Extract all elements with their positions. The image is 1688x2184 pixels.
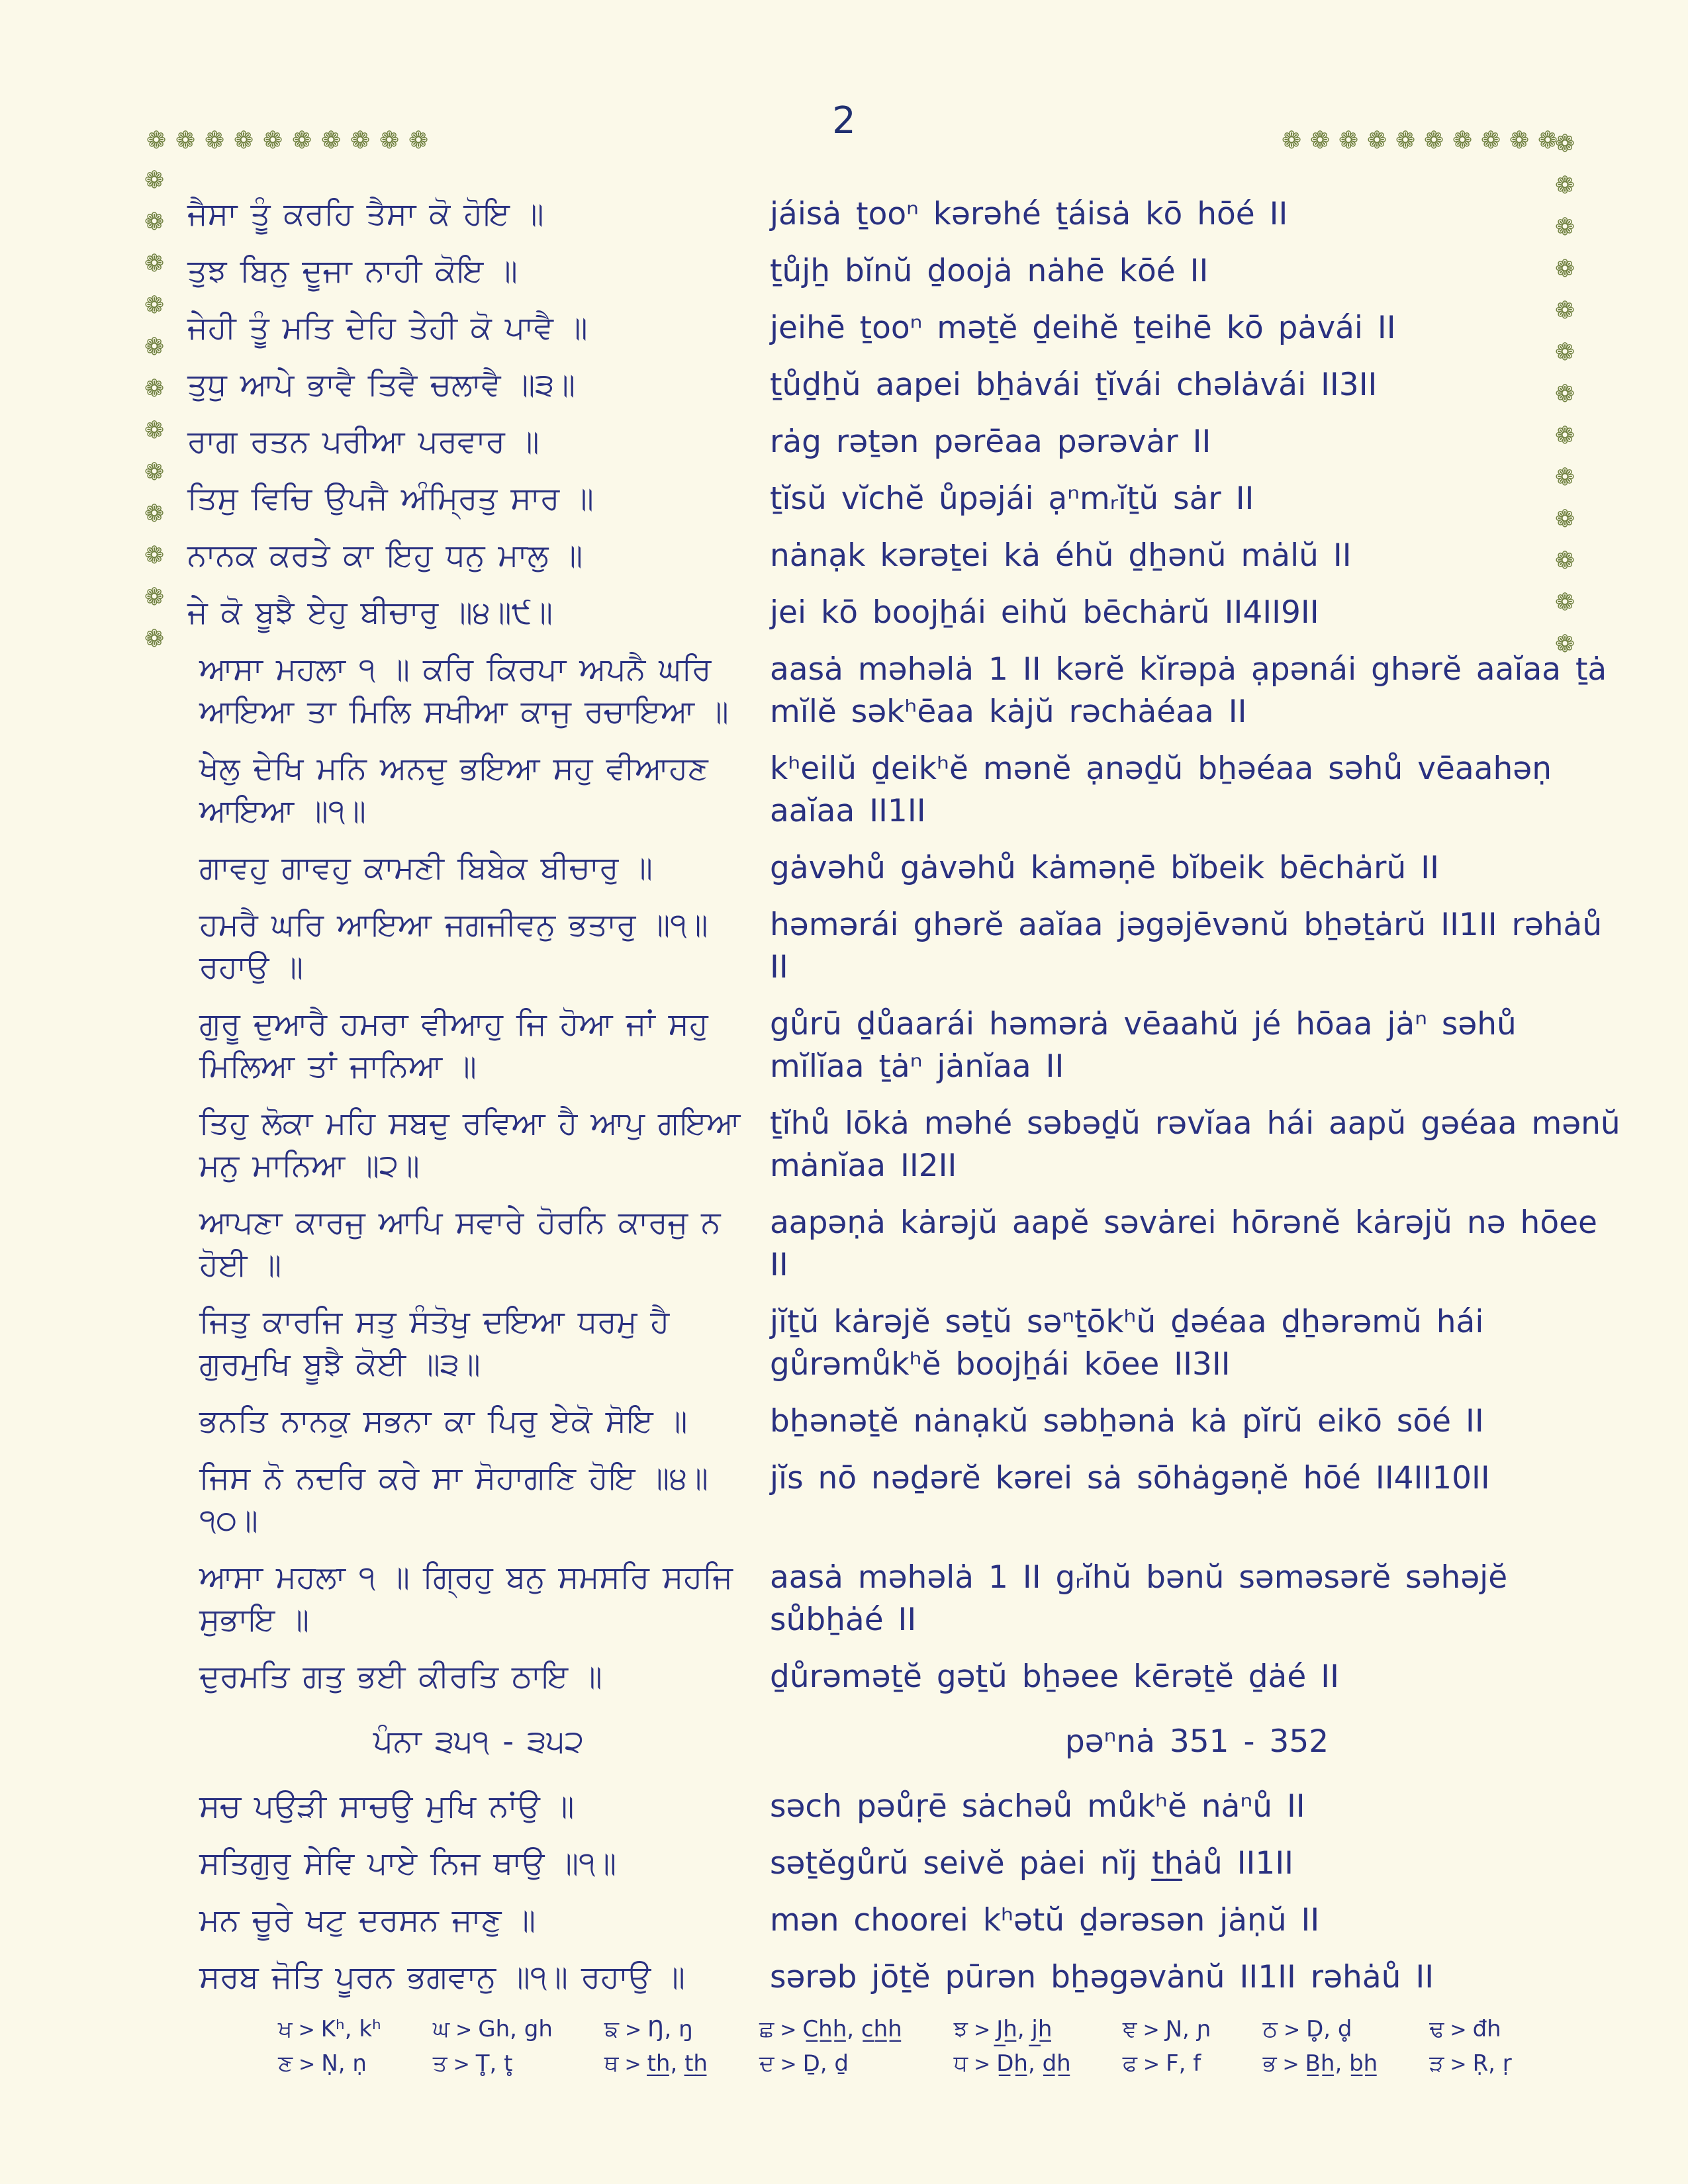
- transliteration-text: gȧvəhů gȧvəhů kȧməṇē bĭbeik bēchȧrŭ II: [770, 850, 1439, 886]
- gurmukhi-text: ਮਨ ਚੂਰੇ ਖਟੁ ਦਰਸਨ ਜਾਣੁ ॥: [199, 1902, 536, 1938]
- key-gurmukhi-letter: ਛ: [759, 2016, 774, 2042]
- gurmukhi-text: ਤਿਹੁ ਲੋਕਾ ਮਹਿ ਸਬਦੁ ਰਵਿਆ ਹੈ ਆਪੁ ਗਇਆ ਮਨੁ ਮਾਨਿਆ ॥੨॥: [199, 1105, 741, 1184]
- key-item: [759, 2016, 902, 2042]
- verse-row: [187, 748, 1624, 833]
- gurmukhi-text: ਆਸਾ ਮਹਲਾ ੧ ॥ ਕਰਿ ਕਿਰਪਾ ਅਪਨੈ ਘਰਿ ਆਇਆ ਤਾ ਮਿਲਿ ਸਖੀਆ ਕਾਜੁ ਰਚਾਇਆ ॥: [199, 651, 729, 730]
- key-separator: >: [974, 2053, 991, 2076]
- key-gurmukhi-letter: ਦ: [759, 2050, 774, 2077]
- verse-row: [187, 307, 1624, 349]
- key-gurmukhi-letter: ਙ: [604, 2016, 619, 2042]
- transliteration-text: ṯĭsŭ vĭchĕ ůpəjái ạⁿmᵣĭṯŭ sȧr II: [770, 480, 1254, 517]
- key-item: [1123, 2016, 1211, 2042]
- verse-row: [187, 1843, 1624, 1885]
- flower-icon: ❁: [234, 127, 254, 154]
- gurmukhi-text: ਤੁਧੁ ਆਪੇ ਭਾਵੈ ਤਿਵੈ ਚਲਾਵੈ ॥੩॥: [187, 367, 576, 403]
- transliteration-text: gůrū ḏůaarái həmərȧ vēaahŭ jé hōaa jȧⁿ səhů mĭlĭaa ṯȧⁿ jȧnĭaa II: [770, 1006, 1517, 1085]
- verse-row: [187, 1301, 1624, 1386]
- key-roman: Ḏ, ḏ: [802, 2050, 849, 2077]
- key-item: [759, 2050, 902, 2077]
- gurmukhi-text: ਤਿਸੁ ਵਿਚਿ ਉਪਜੈ ਅੰਮ੍ਰਿਤੁ ਸਾਰ ॥: [187, 480, 594, 517]
- flower-icon: ❁: [1282, 127, 1302, 154]
- verse-row: [187, 1003, 1624, 1088]
- gurmukhi-text: ਜੇਹੀ ਤੂੰ ਮਤਿ ਦੇਹਿ ਤੇਹੀ ਕੋ ਪਾਵੈ ॥: [187, 310, 588, 346]
- gurmukhi-text: ਗਾਵਹੁ ਗਾਵਹੁ ਕਾਮਣੀ ਬਿਬੇਕ ਬੀਚਾਰੁ ॥: [199, 850, 653, 886]
- flower-icon: ❁: [1555, 422, 1575, 449]
- transliteration-page-ref: pəⁿnȧ 351 - 352: [1064, 1723, 1329, 1760]
- transliteration-text: nȧnạk kərəṯei kȧ éhŭ ḏẖənŭ mȧlŭ II: [770, 537, 1352, 574]
- verse-row: [187, 1956, 1624, 1999]
- key-separator: >: [455, 2019, 473, 2042]
- gurmukhi-text: ਜਿਤੁ ਕਾਰਜਿ ਸਤੁ ਸੰਤੋਖੁ ਦਇਆ ਧਰਮੁ ਹੈ ਗੁਰਮੁਖਿ ਬੂਝੈ ਕੋਈ ॥੩॥: [199, 1304, 670, 1383]
- key-gurmukhi-letter: ਥ: [604, 2050, 619, 2077]
- key-separator: >: [298, 2019, 315, 2042]
- key-roman: Ŋ, ŋ: [647, 2016, 693, 2042]
- gurmukhi-text: ਸਚ ਪਉੜੀ ਸਾਚਉ ਮੁਖਿ ਨਾਂਉ ॥: [199, 1788, 575, 1825]
- key-separator: >: [1143, 2053, 1160, 2076]
- flower-icon: ❁: [1555, 339, 1575, 366]
- verse-row: [187, 535, 1624, 577]
- key-roman: T̥, t̥: [475, 2050, 513, 2077]
- flower-icon: ❁: [1538, 127, 1558, 154]
- flower-icon: ❁: [144, 500, 165, 527]
- gurmukhi-text: ਆਸਾ ਮਹਲਾ ੧ ॥ ਗ੍ਰਿਹੁ ਬਨੁ ਸਮਸਰਿ ਸਹਜਿ ਸੁਭਾਇ ॥: [199, 1559, 733, 1638]
- gurmukhi-text: ਜਿਸ ਨੋ ਨਦਰਿ ਕਰੇ ਸਾ ਸੋਹਾਗਣਿ ਹੋਇ ॥੪॥੧੦॥: [199, 1460, 708, 1539]
- key-item: [278, 2016, 381, 2042]
- verse-row: [187, 1656, 1624, 1698]
- transliteration-text: ṯĭhů lōkȧ məhé səbəḏŭ rəvĭaa hái aapŭ gəéaa mənŭ mȧnĭaa II2II: [770, 1105, 1620, 1184]
- gurmukhi-text: ਤੁਝ ਬਿਨੁ ਦੂਜਾ ਨਾਹੀ ਕੋਇ ॥: [187, 253, 518, 289]
- verse-row: [187, 1899, 1624, 1942]
- verse-row: [187, 589, 1624, 634]
- flower-icon: ❁: [144, 417, 165, 444]
- key-gurmukhi-letter: ਢ: [1429, 2016, 1444, 2042]
- transliteration-text: mən choorei kʰətŭ ḏərəsən jȧṇŭ II: [770, 1902, 1320, 1938]
- verse-row: [187, 847, 1624, 889]
- key-gurmukhi-letter: ਠ: [1262, 2016, 1278, 2042]
- key-roman: D̲h̲, d̲h̲: [996, 2050, 1071, 2077]
- key-roman: Kʰ, kʰ: [320, 2016, 381, 2042]
- key-separator: >: [780, 2053, 797, 2076]
- flower-icon: ❁: [1338, 127, 1359, 154]
- key-gurmukhi-letter: ਝ: [953, 2016, 968, 2042]
- transliteration-text: jeihē ṯooⁿ məṯĕ ḏeihĕ ṯeihē kō pȧvái II: [770, 310, 1396, 346]
- flower-icon: ❁: [408, 127, 429, 154]
- flower-icon: ❁: [1555, 255, 1575, 283]
- key-gurmukhi-letter: ਞ: [1122, 2016, 1137, 2042]
- gurmukhi-text: ਭਨਤਿ ਨਾਨਕੁ ਸਭਨਾ ਕਾ ਪਿਰੁ ਏਕੋ ਸੋਇ ॥: [199, 1403, 688, 1439]
- verse-row: [187, 421, 1624, 463]
- key-item: [604, 2016, 708, 2042]
- transliteration-text: həmərái ghərĕ aaĭaa jəgəjēvənŭ bẖəṯȧrŭ II1II rəhȧů II: [770, 907, 1603, 985]
- key-roman: Ɲ, ɲ: [1165, 2016, 1211, 2042]
- flower-icon: ❁: [1555, 631, 1575, 658]
- flower-icon: ❁: [292, 127, 312, 154]
- flower-icon: ❁: [1555, 547, 1575, 574]
- gurmukhi-text: ਸਰਬ ਜੋਤਿ ਪੂਰਨ ਭਗਵਾਨੁ ॥੧॥ ਰਹਾਉ ॥: [199, 1959, 685, 1995]
- key-gurmukhi-letter: ੜ: [1429, 2050, 1444, 2077]
- verse-row: [187, 1457, 1624, 1542]
- page-reference-row: [187, 1721, 1624, 1763]
- flower-icon: ❁: [144, 250, 165, 277]
- gurmukhi-text: ਜੇ ਕੋ ਬੂਝੈ ਏਹੁ ਬੀਚਾਰੁ ॥੪॥੯॥: [187, 594, 553, 631]
- flower-icon: ❁: [144, 167, 165, 194]
- verse-row: [187, 1786, 1624, 1828]
- gurmukhi-text: ਨਾਨਕ ਕਰਤੇ ਕਾ ਇਹੁ ਧਨੁ ਮਾਲੁ ॥: [187, 537, 583, 574]
- key-roman: t̲h̲, t̲h̲: [647, 2050, 708, 2077]
- verse-row: [187, 1557, 1624, 1641]
- page-number: 2: [832, 99, 856, 142]
- key-separator: >: [1283, 2019, 1301, 2042]
- flower-icon: ❁: [1367, 127, 1387, 154]
- flower-icon: ❁: [350, 127, 371, 154]
- key-roman: D̥, d̥: [1306, 2016, 1352, 2042]
- key-item: [954, 2016, 1071, 2042]
- verse-row: [187, 1103, 1624, 1187]
- transliteration-text: jĭs nō nəḏərĕ kərei sȧ sōhȧgəṇĕ hōé II4II10II: [770, 1460, 1490, 1496]
- key-item: [1263, 2050, 1378, 2077]
- gurmukhi-text: ਸਤਿਗੁਰੁ ਸੇਵਿ ਪਾਏ ਨਿਜ ਥਾਉ ॥੧॥: [199, 1845, 617, 1882]
- key-gurmukhi-letter: ਖ: [278, 2016, 293, 2042]
- flower-icon: ❁: [1481, 127, 1501, 154]
- key-roman: Ṇ, ṇ: [321, 2050, 367, 2077]
- flower-icon: ❁: [379, 127, 400, 154]
- key-separator: >: [624, 2053, 641, 2076]
- key-separator: >: [1450, 2019, 1467, 2042]
- transliteration-text: sərəb jōṯĕ pūrən bẖəgəvȧnŭ II1II rəhȧů II: [770, 1959, 1434, 1995]
- transliteration-text: aapəṇȧ kȧrəjŭ aapĕ səvȧrei hōrənĕ kȧrəjŭ nə hōee II: [770, 1205, 1597, 1283]
- flower-icon: ❁: [1509, 127, 1530, 154]
- flower-icon: ❁: [1555, 381, 1575, 408]
- flower-icon: ❁: [144, 625, 165, 653]
- transliteration-text: ḏůrəməṯĕ gəṯŭ bẖəee kērəṯĕ ḏȧé II: [770, 1659, 1339, 1695]
- flower-icon: ❁: [263, 127, 283, 154]
- key-item: [1123, 2050, 1211, 2077]
- key-separator: >: [624, 2019, 642, 2042]
- flower-icon: ❁: [144, 542, 165, 569]
- transliteration-text: səch pəůṛē sȧchəů můkʰĕ nȧⁿů II: [770, 1788, 1305, 1825]
- verse-row: [187, 649, 1624, 733]
- verse-row: [187, 250, 1624, 293]
- key-roman: Gh, gh: [478, 2016, 553, 2042]
- transliteration-text: ṯůjẖ bĭnŭ ḏoojȧ nȧhē kōé II: [770, 253, 1209, 289]
- key-gurmukhi-letter: ਤ: [432, 2050, 447, 2077]
- gurmukhi-text: ਜੈਸਾ ਤੂੰ ਕਰਹਿ ਤੈਸਾ ਕੋ ਹੋਇ ॥: [187, 196, 544, 232]
- key-separator: >: [1450, 2053, 1467, 2076]
- key-separator: >: [780, 2019, 797, 2042]
- gurmukhi-text: ਦੁਰਮਤਿ ਗਤੁ ਭਈ ਕੀਰਤਿ ਠਾਇ ॥: [199, 1659, 602, 1695]
- key-separator: >: [299, 2053, 316, 2076]
- flower-border-top-right: [1282, 127, 1558, 154]
- key-gurmukhi-letter: ਣ: [278, 2050, 293, 2077]
- transliteration-text: jĭṯŭ kȧrəjĕ səṯŭ səⁿṯōkʰŭ ḏəéaa ḏẖərəmŭ hái gůrəmůkʰĕ boojẖái kōee II3II: [770, 1304, 1484, 1383]
- flower-icon: ❁: [1555, 130, 1575, 158]
- key-roman: F, f: [1166, 2050, 1201, 2077]
- flower-icon: ❁: [144, 208, 165, 236]
- verse-row: [187, 1400, 1624, 1443]
- verse-table: [187, 193, 1624, 2013]
- flower-icon: ❁: [144, 459, 165, 486]
- flower-border-top-left: [146, 127, 429, 154]
- gurmukhi-text: ਹਮਰੈ ਘਰਿ ਆਇਆ ਜਗਜੀਵਨੁ ਭਤਾਰੁ ॥੧॥ ਰਹਾਉ ॥: [199, 907, 708, 985]
- transliteration-text: səṯĕgůrŭ seivĕ pȧei nĭj t̲h̲ȧů II1II: [770, 1845, 1294, 1882]
- key-roman: B̲h̲, b̲h̲: [1305, 2050, 1378, 2077]
- flower-icon: ❁: [1555, 464, 1575, 491]
- transliteration-text: bẖənəṯĕ nȧnạkŭ səbẖənȧ kȧ pĭrŭ eikō sōé II: [770, 1403, 1484, 1439]
- transliteration-text: kʰeilŭ ḏeikʰĕ mənĕ ạnəḏŭ bẖəéaa səhů vēaahəṇ aaĭaa II1II: [770, 751, 1552, 829]
- flower-icon: ❁: [175, 127, 196, 154]
- key-roman: C̲h̲h̲, c̲h̲h̲: [802, 2016, 902, 2042]
- transliteration-text: aasȧ məhəlȧ 1 II kərĕ kĭrəpȧ ạpənái ghərĕ aaĭaa ṯȧ mĭlĕ səkʰēaa kȧjŭ rəchȧéaa II: [770, 651, 1607, 730]
- verse-row: [187, 904, 1624, 989]
- flower-icon: ❁: [144, 584, 165, 611]
- gurmukhi-text: ਗੁਰੂ ਦੁਆਰੈ ਹਮਰਾ ਵੀਆਹੁ ਜਿ ਹੋਆ ਜਾਂ ਸਹੁ ਮਿਲਿਆ ਤਾਂ ਜਾਨਿਆ ॥: [199, 1006, 708, 1085]
- verse-row: [187, 478, 1624, 520]
- verse-row: [187, 1202, 1624, 1287]
- transliteration-key: [278, 2016, 1512, 2077]
- key-separator: >: [974, 2019, 991, 2042]
- flower-icon: ❁: [1452, 127, 1473, 154]
- gurmukhi-text: ਖੇਲੁ ਦੇਖਿ ਮਨਿ ਅਨਦੁ ਭਇਆ ਸਹੁ ਵੀਆਹਣ ਆਇਆ ॥੧॥: [199, 751, 708, 829]
- flower-icon: ❁: [1555, 297, 1575, 324]
- key-separator: >: [453, 2053, 470, 2076]
- transliteration-text: jei kō boojẖái eihŭ bēchȧrŭ II4II9II: [770, 594, 1319, 631]
- key-item: [954, 2050, 1071, 2077]
- key-item: [1429, 2016, 1512, 2042]
- key-gurmukhi-letter: ਘ: [432, 2016, 450, 2042]
- key-item: [1429, 2050, 1512, 2077]
- key-separator: >: [1282, 2053, 1299, 2076]
- flower-icon: ❁: [144, 292, 165, 319]
- gurmukhi-text: ਆਪਣਾ ਕਾਰਜੁ ਆਪਿ ਸਵਾਰੇ ਹੋਰਨਿ ਕਾਰਜੁ ਨ ਹੋਈ ॥: [199, 1205, 721, 1283]
- gurmukhi-text: ਰਾਗ ਰਤਨ ਪਰੀਆ ਪਰਵਾਰ ॥: [187, 424, 539, 460]
- transliteration-text: ṯůḏẖŭ aapei bẖȧvái ṯĭvái chəlȧvái II3II: [770, 367, 1378, 403]
- flower-icon: ❁: [1555, 214, 1575, 241]
- flower-icon: ❁: [1395, 127, 1416, 154]
- verse-row: [187, 364, 1624, 406]
- flower-icon: ❁: [1310, 127, 1331, 154]
- verse-row: [187, 193, 1624, 241]
- key-separator: >: [1143, 2019, 1160, 2042]
- key-roman: Ṛ, ṛ: [1472, 2050, 1512, 2077]
- flower-icon: ❁: [205, 127, 225, 154]
- flower-icon: ❁: [1555, 172, 1575, 199]
- key-item: [278, 2050, 381, 2077]
- key-item: [433, 2050, 553, 2077]
- transliteration-text: jáisȧ ṯooⁿ kərəhé ṯáisȧ kō hōé II: [770, 196, 1288, 232]
- key-roman: J̲h̲, j̲h̲: [996, 2016, 1053, 2042]
- key-gurmukhi-letter: ਫ: [1122, 2050, 1137, 2077]
- flower-icon: ❁: [321, 127, 342, 154]
- key-item: [1263, 2016, 1378, 2042]
- flower-icon: ❁: [144, 375, 165, 402]
- flower-border-left: [144, 167, 165, 653]
- key-gurmukhi-letter: ਧ: [953, 2050, 968, 2077]
- key-item: [604, 2050, 708, 2077]
- flower-icon: ❁: [146, 127, 167, 154]
- flower-icon: ❁: [144, 334, 165, 361]
- flower-icon: ❁: [1555, 506, 1575, 533]
- key-gurmukhi-letter: ਭ: [1262, 2050, 1277, 2077]
- flower-icon: ❁: [1424, 127, 1444, 154]
- key-roman: đh: [1472, 2016, 1501, 2042]
- transliteration-text: rȧg rəṯən pərēaa pərəvȧr II: [770, 424, 1211, 460]
- gurmukhi-page-ref: ਪੰਨਾ ੩੫੧ - ੩੫੨: [373, 1723, 585, 1760]
- flower-icon: ❁: [1555, 589, 1575, 616]
- key-item: [433, 2016, 553, 2042]
- transliteration-text: aasȧ məhəlȧ 1 II gᵣĭhŭ bənŭ səməsərĕ səhəjĕ sůbẖȧé II: [770, 1559, 1508, 1638]
